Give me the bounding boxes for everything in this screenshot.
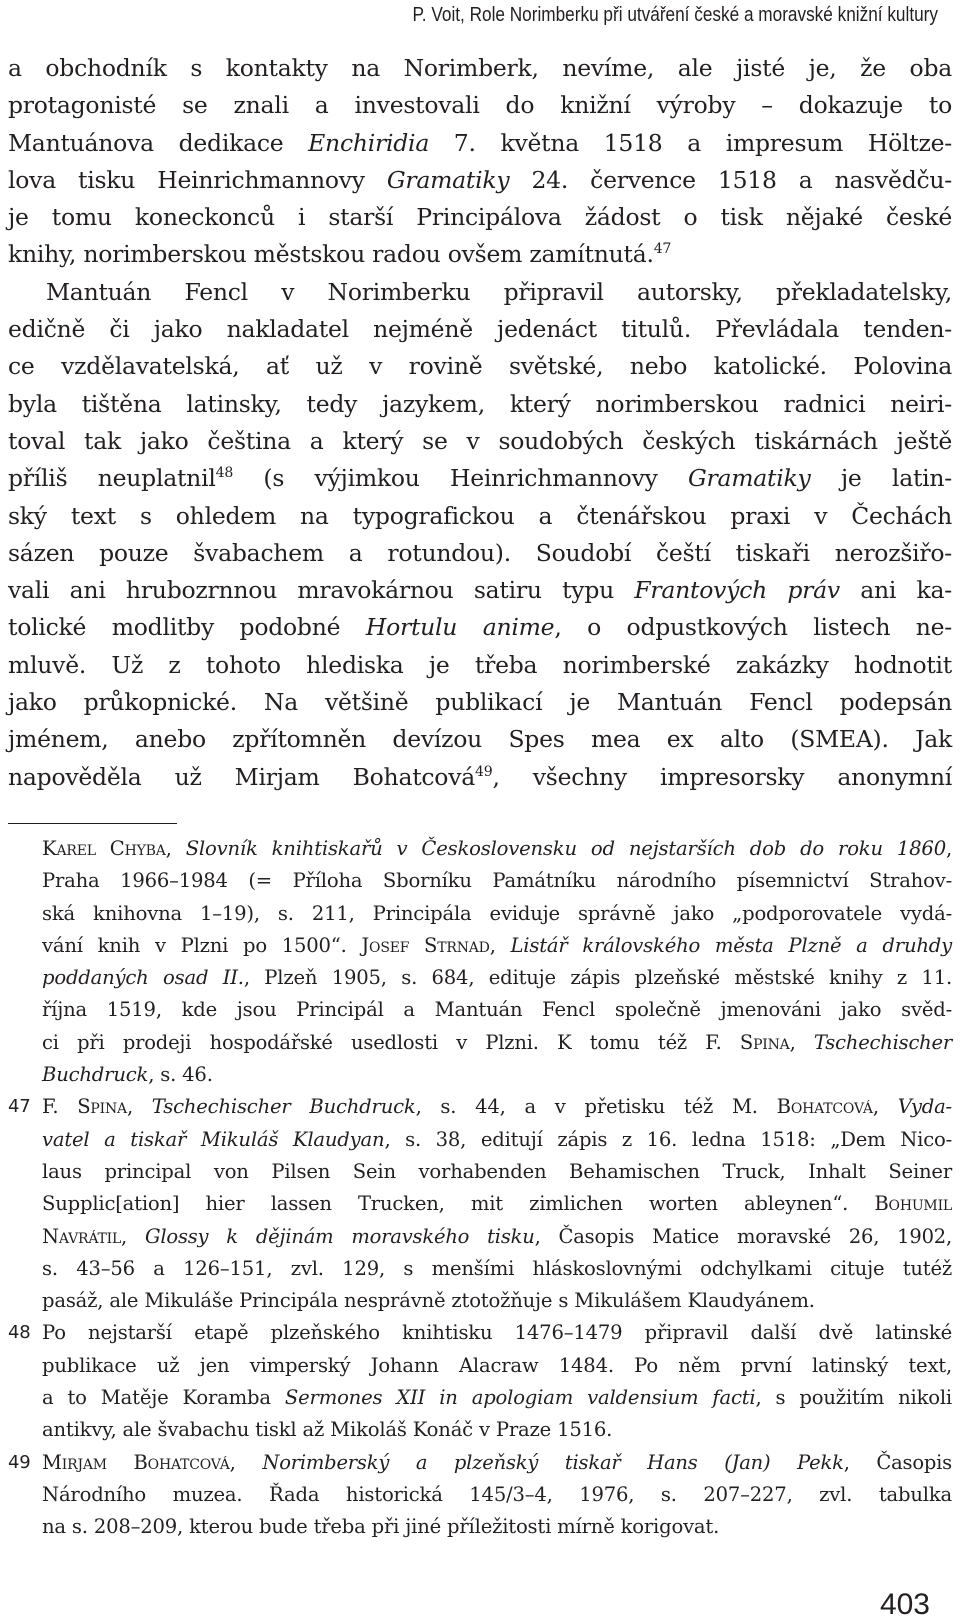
note-text: , s. 46. — [148, 1063, 213, 1087]
body-line — [8, 684, 952, 721]
author-name: Bohumil — [874, 1192, 952, 1216]
body-text: byla tištěna latinsky, tedy jazykem, který norimberskou radnici neiri- — [8, 389, 952, 418]
body-text: ce vzdělavatelská, ať už v rovině světské, nebo katolické. Polovina — [8, 352, 952, 381]
note-line — [42, 1124, 952, 1156]
italic-title: Sermones XII in apologiam valdensium facti — [284, 1386, 756, 1410]
note-text: Národního muzea. Řada historická 145/3–4, 1976, s. 207–227, zvl. tabulka — [42, 1482, 952, 1506]
note-text: října 1519, kde jsou Principál a Mantuán Fencl společně jmenováni jako svěd- — [42, 998, 952, 1022]
body-line — [8, 311, 952, 348]
body-text: je tomu koneckonců i starší Principálova žádost o tisk nějaké české — [8, 203, 952, 232]
body-text: jako průkopnické. Na většině publikací je Mantuán Fencl podepsán — [8, 688, 952, 717]
note-text: na s. 208–209, kterou bude třeba při jiné příležitosti mírně korigovat. — [42, 1515, 720, 1539]
note-text: , — [229, 1450, 263, 1474]
footnote-number: 47 — [8, 1096, 31, 1118]
body-text: , všechny impresorsky anonymní — [492, 762, 952, 791]
note-line — [42, 994, 952, 1026]
italic-title: Vyda- — [897, 1095, 952, 1119]
note-text: , — [126, 1095, 152, 1119]
note-line — [42, 1414, 952, 1446]
footnote-49 — [8, 1447, 952, 1544]
body-text: (s výjimkou Heinrichmannovy — [233, 464, 688, 493]
italic-title: Glossy k dějinám moravského tisku — [144, 1224, 535, 1248]
body-text: 7. května 1518 a impresum Höltze- — [429, 128, 952, 157]
note-line — [42, 1221, 952, 1253]
body-text: protagonisté se znali a investovali do knižní výroby – dokazuje to — [8, 91, 952, 120]
italic-title: vatel a tiskař Mikuláš Klaudyan — [42, 1127, 385, 1151]
note-text: , — [945, 837, 952, 860]
author-name: Bohatcová — [776, 1095, 873, 1119]
body-line — [8, 572, 952, 609]
body-line — [8, 162, 952, 199]
body-text: ský text s ohledem na typografickou a čtenářskou praxi v Čechách — [8, 501, 952, 530]
note-text: , Časopis — [843, 1450, 952, 1474]
author-name: Spina — [739, 1030, 790, 1054]
footnote-47 — [8, 1091, 952, 1317]
body-line — [8, 647, 952, 684]
note-text: vání knih v Plzni po 1500“. — [42, 933, 362, 957]
note-text: s. 43–56 a 126–151, zvl. 129, s menšími hláskoslovnými odchylkami cituje tutéž — [42, 1256, 952, 1280]
note-line — [42, 833, 952, 865]
note-line — [42, 962, 952, 994]
footnote-ref-49[interactable]: 49 — [475, 763, 493, 780]
italic-title: Buchdruck — [42, 1063, 149, 1087]
footnote-ref-47[interactable]: 47 — [653, 241, 672, 258]
body-text: edičně či jako nakladatel nejméně jedenáct titulů. Převládala tenden- — [8, 315, 952, 344]
note-text: publikace už jen vimperský Johann Alacraw 1484. Po něm první latinský text, — [42, 1353, 952, 1377]
note-line — [42, 898, 952, 930]
body-text: je latin- — [810, 464, 952, 493]
note-line — [42, 1027, 952, 1059]
note-text: ská knihovna 1–19), s. 211, Principála eviduje správně jako „podporovatele vydá- — [42, 901, 952, 925]
body-text: toval tak jako čeština a který se v soudobých českých tiskárnách ještě — [8, 426, 952, 455]
body-text: mluvě. Už z tohoto hlediska je třeba norimberské zakázky hodnotit — [8, 650, 952, 679]
note-text: F. — [42, 1095, 78, 1119]
italic-title: Enchiridia — [308, 128, 430, 157]
note-line — [42, 1285, 952, 1317]
note-line — [42, 930, 952, 962]
note-line — [42, 1382, 952, 1414]
italic-title: Listář královského města Plzně a druhdy — [510, 933, 952, 957]
note-text: , — [872, 1095, 898, 1119]
note-line — [42, 1511, 952, 1543]
note-text: Supplic[ation] hier lassen Trucken, mit zimlichen worten ableynen“. — [42, 1192, 875, 1216]
body-text: ani ka- — [839, 576, 952, 605]
body-line — [8, 199, 952, 236]
note-text: pasáž, ale Mikuláše Principála nesprávně ztotožňuje s Mikulášem Klaudyánem. — [42, 1289, 815, 1313]
italic-title: Hortulu anime — [365, 613, 555, 642]
italic-title: Gramatiky — [386, 165, 510, 194]
italic-title: Frantových práv — [634, 576, 840, 605]
note-text: , s použitím nikoli — [755, 1386, 952, 1410]
note-text: , Plzeň 1905, s. 684, edituje zápis plzeňské městské knihy z 11. — [243, 966, 952, 990]
note-line — [42, 1091, 952, 1123]
note-text: , — [121, 1224, 145, 1248]
body-text: tolické modlitby podobné — [8, 613, 366, 642]
body-text: 24. července 1518 a nasvědču- — [509, 165, 952, 194]
note-line — [42, 1059, 952, 1091]
footnotes — [8, 833, 952, 1544]
note-text: laus principal von Pilsen Sein vorhabenden Behamischen Truck, Inhalt Seiner — [42, 1159, 952, 1183]
note-text: , Časopis Matice moravské 26, 1902, — [534, 1224, 953, 1248]
italic-title: Gramatiky — [687, 464, 811, 493]
body-text: lova tisku Heinrichmannovy — [8, 165, 387, 194]
body-line — [8, 386, 952, 423]
body-text: jménem, anebo zpřítomněn devízou Spes mea ex alto (SMEA). Jak — [8, 725, 952, 754]
footnote-48 — [8, 1317, 952, 1446]
body-line — [8, 348, 952, 385]
body-line — [8, 759, 952, 796]
author-name: Spina — [77, 1095, 127, 1119]
footnote-46-continued — [8, 833, 952, 1091]
body-text: Mantuán Fencl v Norimberku připravil autorsky, překladatelsky, — [46, 277, 952, 306]
body-line — [8, 236, 952, 273]
body-line — [8, 125, 952, 162]
note-text: , — [165, 837, 186, 860]
body-text: sázen pouze švabachem a rotundou). Soudobí čeští tiskaři nerozšiřo- — [8, 538, 952, 567]
note-line — [42, 1350, 952, 1382]
note-line — [42, 1317, 952, 1349]
italic-title: poddaných osad II. — [42, 966, 244, 990]
body-line — [8, 498, 952, 535]
body-text: Mantuánova dedikace — [8, 128, 309, 157]
body-line — [8, 721, 952, 758]
body-line — [8, 609, 952, 646]
body-line — [8, 274, 952, 311]
author-name: Navrátil — [42, 1224, 122, 1248]
note-text: ci při prodeji hospodářské usedlosti v Plzni. K tomu též F. — [42, 1030, 740, 1054]
note-text: Praha 1966–1984 (= Příloha Sborníku Památníku národního písemnictví Strahov- — [42, 869, 952, 893]
note-line — [42, 1479, 952, 1511]
note-text: , — [789, 1030, 814, 1054]
note-line — [42, 1156, 952, 1188]
author-name: Josef Strnad — [361, 933, 490, 957]
note-text: , s. 44, a v přetisku též M. — [415, 1095, 777, 1119]
note-text: , s. 38, editují zápis z 16. ledna 1518: „Dem Nico- — [384, 1127, 952, 1151]
main-text — [8, 50, 952, 796]
body-line — [8, 423, 952, 460]
note-text: Po nejstarší etapě plzeňského knihtisku 1476–1479 připravil další dvě latinské — [42, 1321, 952, 1345]
note-line — [42, 1188, 952, 1220]
body-line — [8, 535, 952, 572]
note-line — [42, 865, 952, 897]
body-text: vali ani hrubozrnnou mravokárnou satiru typu — [8, 576, 635, 605]
note-line — [42, 1253, 952, 1285]
body-text: napověděla už Mirjam Bohatcová — [8, 762, 475, 791]
note-text: antikvy, ale švabachu tiskl až Mikoláš Konáč v Praze 1516. — [42, 1418, 613, 1442]
italic-title: Tschechischer — [813, 1030, 953, 1054]
footnote-rule — [8, 823, 177, 824]
footnote-number: 48 — [8, 1322, 31, 1344]
page-number: 403 — [879, 1588, 930, 1621]
footnote-ref-48[interactable]: 48 — [215, 465, 234, 482]
running-head: P. Voit, Role Norimberku při utváření české a moravské knižní kultury — [412, 4, 938, 26]
note-text: , — [489, 933, 511, 957]
body-line — [8, 460, 952, 497]
author-name: Mirjam Bohatcová — [42, 1450, 230, 1474]
footnote-number: 49 — [8, 1451, 31, 1473]
body-text: knihy, norimberskou městskou radou ovšem zamítnutá. — [8, 240, 654, 269]
italic-title: Norimberský a plzeňský tiskař Hans (Jan) Pekk — [262, 1450, 844, 1474]
author-name: Karel Chyba — [42, 837, 166, 860]
italic-title: Tschechischer Buchdruck — [151, 1095, 416, 1119]
italic-title: Slovník knihtiskařů v Československu od nejstarších dob do roku 1860 — [185, 837, 946, 860]
body-line — [8, 87, 952, 124]
body-text: příliš neuplatnil — [8, 464, 216, 493]
note-line — [42, 1447, 952, 1479]
note-text: a to Matěje Koramba — [42, 1386, 285, 1410]
body-text: a obchodník s kontakty na Norimberk, nevíme, ale jisté je, že oba — [8, 54, 952, 82]
body-line — [8, 50, 952, 87]
body-text: , o odpustkových listech ne- — [554, 613, 952, 642]
